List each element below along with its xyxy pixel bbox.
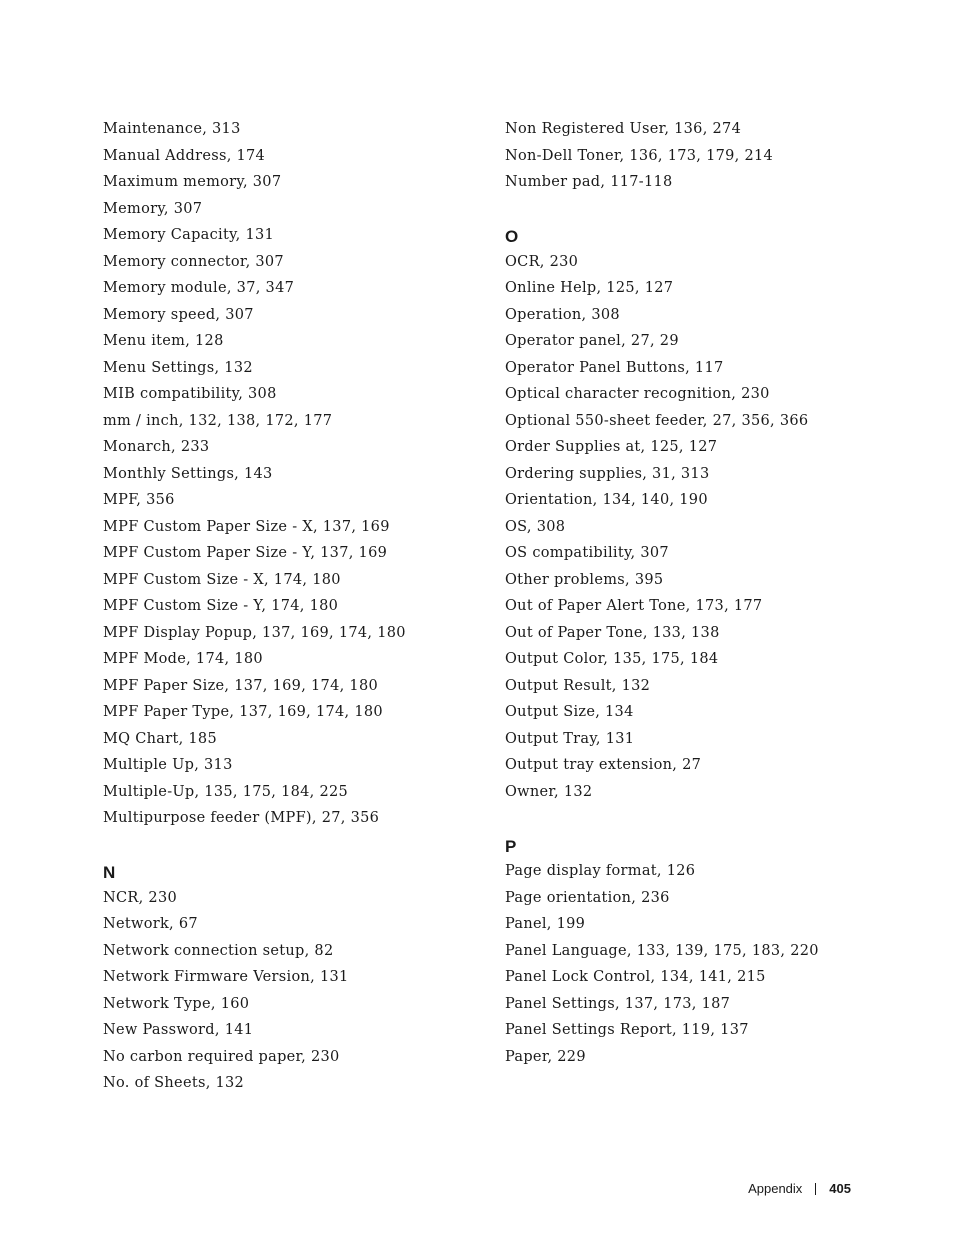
index-section-letter: N <box>103 863 116 882</box>
index-entry: Memory Capacity, 131 <box>103 227 275 243</box>
index-entry: OS compatibility, 307 <box>505 545 669 561</box>
index-entry: Multipurpose feeder (MPF), 27, 356 <box>103 810 380 826</box>
index-entry: MIB compatibility, 308 <box>103 386 277 402</box>
index-entry: Panel, 199 <box>505 916 586 932</box>
index-entry: Orientation, 134, 140, 190 <box>505 492 708 508</box>
index-entry: Panel Settings Report, 119, 137 <box>505 1022 749 1038</box>
footer-divider <box>815 1183 816 1195</box>
index-entry: Ordering supplies, 31, 313 <box>505 465 710 482</box>
index-section-letter: P <box>505 836 517 856</box>
index-entry: MPF Custom Size - Y, 174, 180 <box>103 598 339 614</box>
index-entry: Multiple-Up, 135, 175, 184, 225 <box>103 783 349 800</box>
index-entry: MPF Paper Type, 137, 169, 174, 180 <box>103 704 383 720</box>
index-entry: mm / inch, 132, 138, 172, 177 <box>103 412 333 429</box>
index-entry: Page orientation, 236 <box>505 889 670 906</box>
index-entry: Output Result, 132 <box>505 677 651 694</box>
index-entry: Operation, 308 <box>505 306 620 323</box>
index-entry: Menu Settings, 132 <box>103 359 253 376</box>
index-entry: MPF Custom Paper Size - Y, 137, 169 <box>103 545 388 561</box>
index-entry: New Password, 141 <box>103 1022 254 1038</box>
index-entry: Output Tray, 131 <box>505 730 635 747</box>
index-entry: Operator Panel Buttons, 117 <box>505 359 724 376</box>
index-entry: No carbon required paper, 230 <box>103 1048 340 1065</box>
index-entry: MPF, 356 <box>103 492 175 508</box>
index-entry: No. of Sheets, 132 <box>103 1075 245 1091</box>
index-entry: MPF Custom Paper Size - X, 137, 169 <box>103 518 390 535</box>
index-entry: MPF Display Popup, 137, 169, 174, 180 <box>103 624 406 641</box>
page-number: 405 <box>829 1181 851 1196</box>
index-entry: NCR, 230 <box>103 889 177 906</box>
index-entry: Monthly Settings, 143 <box>103 465 273 482</box>
index-entry: Memory speed, 307 <box>103 306 254 323</box>
index-entry: Memory connector, 307 <box>103 253 284 270</box>
index-entry: Output tray extension, 27 <box>505 757 702 773</box>
index-entry: Memory, 307 <box>103 200 203 217</box>
index-entry: Output Size, 134 <box>505 704 634 720</box>
index-entry: OCR, 230 <box>505 253 579 270</box>
index-entry: Out of Paper Alert Tone, 173, 177 <box>505 598 763 614</box>
index-entry: Page display format, 126 <box>505 863 696 879</box>
index-entry: Operator panel, 27, 29 <box>505 333 679 349</box>
index-section-letter: O <box>505 227 519 246</box>
index-column-left <box>103 116 503 1097</box>
index-entry: Online Help, 125, 127 <box>505 280 674 296</box>
index-entry: Network connection setup, 82 <box>103 942 334 959</box>
page-footer <box>748 1180 851 1198</box>
index-entry: Non Registered User, 136, 274 <box>505 121 742 137</box>
index-entry: OS, 308 <box>505 518 566 535</box>
index-entry: Multiple Up, 313 <box>103 757 233 773</box>
index-entry: Owner, 132 <box>505 783 593 800</box>
index-entry: Optional 550-sheet feeder, 27, 356, 366 <box>505 412 809 429</box>
index-entry: Out of Paper Tone, 133, 138 <box>505 624 720 641</box>
index-entry: MPF Mode, 174, 180 <box>103 651 263 667</box>
index-entry: Maintenance, 313 <box>103 121 241 137</box>
index-entry: Network Type, 160 <box>103 995 250 1012</box>
index-column-right <box>505 116 905 1070</box>
footer-section-label: Appendix <box>748 1181 803 1196</box>
index-entry: Number pad, 117-118 <box>505 174 673 190</box>
index-entry: MQ Chart, 185 <box>103 730 217 747</box>
index-entry: Output Color, 135, 175, 184 <box>505 651 719 667</box>
index-entry: Non-Dell Toner, 136, 173, 179, 214 <box>505 147 774 164</box>
index-entry: Order Supplies at, 125, 127 <box>505 439 718 455</box>
index-entry: Monarch, 233 <box>103 439 210 455</box>
index-entry: Other problems, 395 <box>505 571 664 588</box>
index-entry: Optical character recognition, 230 <box>505 386 770 402</box>
index-entry: Maximum memory, 307 <box>103 174 282 190</box>
index-entry: Memory module, 37, 347 <box>103 280 295 296</box>
index-entry: Panel Settings, 137, 173, 187 <box>505 995 731 1012</box>
index-entry: Panel Language, 133, 139, 175, 183, 220 <box>505 942 819 959</box>
index-entry: Paper, 229 <box>505 1048 586 1065</box>
index-entry: Menu item, 128 <box>103 333 224 349</box>
index-entry: Network Firmware Version, 131 <box>103 969 349 985</box>
index-entry: Network, 67 <box>103 916 198 932</box>
index-entry: Manual Address, 174 <box>103 147 266 164</box>
index-entry: MPF Paper Size, 137, 169, 174, 180 <box>103 677 378 694</box>
index-entry: Panel Lock Control, 134, 141, 215 <box>505 969 766 985</box>
index-entry: MPF Custom Size - X, 174, 180 <box>103 571 341 588</box>
